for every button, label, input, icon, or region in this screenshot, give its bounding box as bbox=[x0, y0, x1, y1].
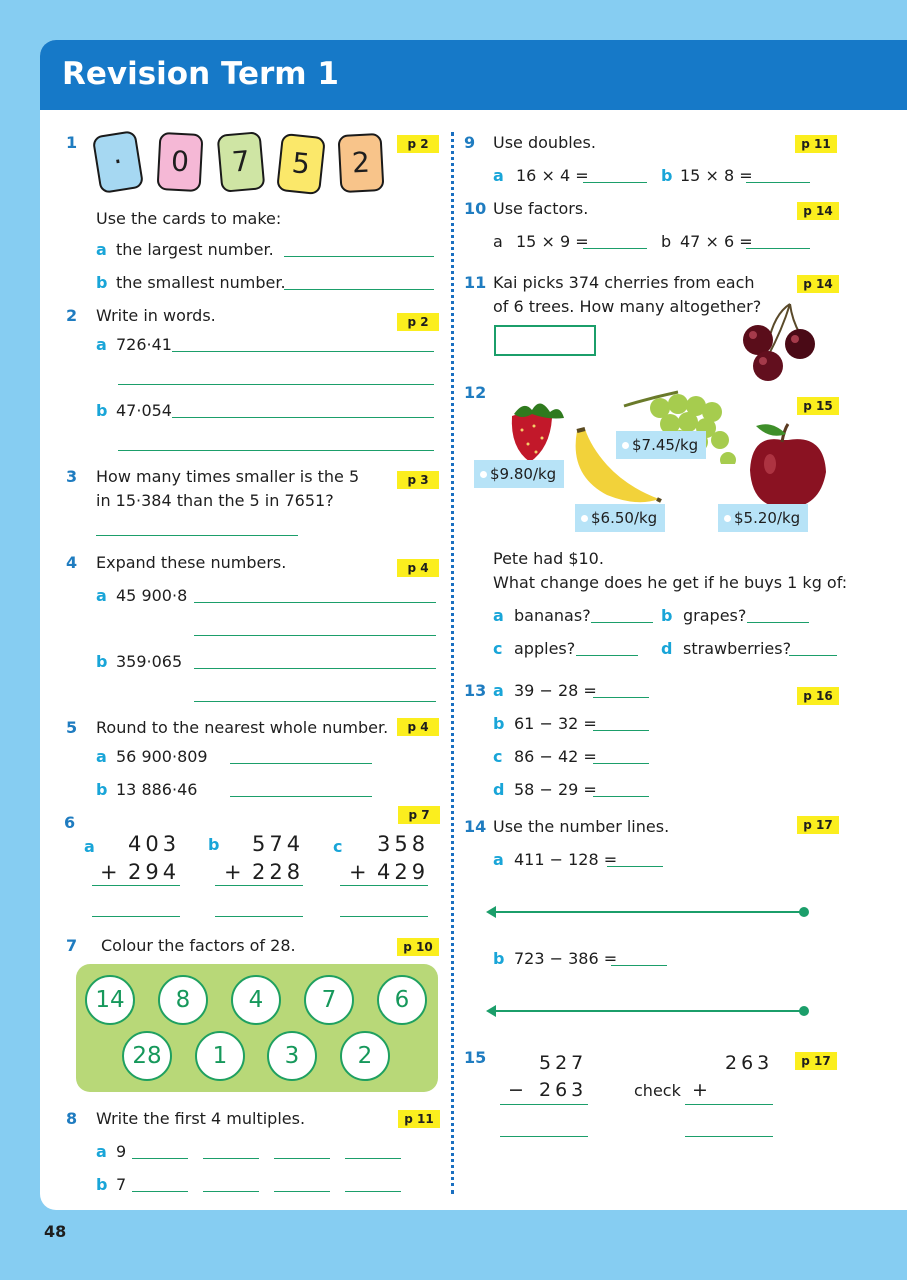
number-value: 45 900·8 bbox=[116, 586, 188, 605]
part-label: c bbox=[493, 747, 503, 766]
question-text: Use doubles. bbox=[493, 133, 596, 152]
part-label: b bbox=[96, 401, 108, 420]
number-value: 9 bbox=[116, 1142, 127, 1161]
factor-circle[interactable]: 1 bbox=[195, 1031, 245, 1081]
operator: + bbox=[224, 860, 246, 884]
part-label: a bbox=[493, 232, 503, 251]
question-text: Use the number lines. bbox=[493, 817, 670, 836]
sum-line bbox=[500, 1104, 588, 1105]
part-label: a bbox=[493, 606, 504, 625]
addend-top: 403 bbox=[128, 832, 181, 856]
question-number: 1 bbox=[66, 133, 78, 152]
factor-circle[interactable]: 8 bbox=[158, 975, 208, 1025]
page-ref-tag: p 2 bbox=[397, 313, 439, 331]
digit-card: 7 bbox=[217, 131, 266, 193]
answer-line[interactable] bbox=[284, 256, 434, 257]
part-label: a bbox=[96, 747, 107, 766]
question-text: Use factors. bbox=[493, 199, 589, 218]
addend-bottom: 429 bbox=[377, 860, 430, 884]
question-number: 2 bbox=[66, 306, 78, 325]
apple-image bbox=[742, 420, 832, 512]
page-ref-tag: p 2 bbox=[397, 135, 439, 153]
question-number: 13 bbox=[464, 681, 487, 700]
factor-circle[interactable]: 4 bbox=[231, 975, 281, 1025]
price-label-apple bbox=[718, 504, 808, 532]
factor-circle[interactable]: 3 bbox=[267, 1031, 317, 1081]
question-number: 5 bbox=[66, 718, 78, 737]
answer-line[interactable] bbox=[611, 965, 667, 966]
question-number: 10 bbox=[464, 199, 487, 218]
digit-card: 5 bbox=[276, 133, 326, 195]
answer-line[interactable] bbox=[593, 697, 649, 698]
bullet-dot bbox=[581, 515, 588, 522]
part-label: a bbox=[493, 681, 504, 700]
answer-line[interactable] bbox=[593, 730, 649, 731]
part-label: b bbox=[661, 232, 672, 251]
number-value: 13 886·46 bbox=[116, 780, 198, 799]
number-value: 7 bbox=[116, 1175, 127, 1194]
answer-line[interactable] bbox=[132, 1191, 188, 1192]
factor-circle[interactable]: 6 bbox=[377, 975, 427, 1025]
part-text: the smallest number. bbox=[116, 273, 286, 292]
sum-line bbox=[215, 885, 303, 886]
question-text: Pete had $10. bbox=[493, 549, 604, 568]
answer-line[interactable] bbox=[230, 763, 372, 764]
page-ref-tag: p 14 bbox=[797, 202, 839, 220]
expression: 61 − 32 = bbox=[514, 714, 597, 733]
part-label: b bbox=[661, 166, 673, 185]
page-ref-tag: p 10 bbox=[397, 938, 439, 956]
operator: + bbox=[692, 1079, 712, 1101]
page-ref-tag: p 15 bbox=[797, 397, 839, 415]
question-text: How many times smaller is the 5 bbox=[96, 467, 360, 486]
answer-line[interactable] bbox=[345, 1158, 401, 1159]
page-ref-tag: p 3 bbox=[397, 471, 439, 489]
question-text: Colour the factors of 28. bbox=[101, 936, 296, 955]
number-value: 56 900·809 bbox=[116, 747, 208, 766]
part-text: the largest number. bbox=[116, 240, 274, 259]
answer-line[interactable] bbox=[284, 289, 434, 290]
part-label: b bbox=[96, 780, 108, 799]
strawberry-image bbox=[500, 390, 570, 465]
part-label: b bbox=[661, 606, 673, 625]
answer-line[interactable] bbox=[746, 248, 810, 249]
column-divider bbox=[451, 132, 454, 1194]
answer-line[interactable] bbox=[746, 182, 810, 183]
cherries-image bbox=[738, 300, 820, 386]
question-number: 11 bbox=[464, 273, 487, 292]
expression: 47 × 6 = bbox=[680, 232, 753, 251]
operator: + bbox=[100, 860, 122, 884]
question-number: 9 bbox=[464, 133, 476, 152]
addend-top: 358 bbox=[377, 832, 430, 856]
bullet-dot bbox=[480, 471, 487, 478]
part-label: b bbox=[96, 273, 108, 292]
price-label-banana bbox=[575, 504, 665, 532]
part-label: a bbox=[96, 586, 107, 605]
page-ref-tag: p 4 bbox=[397, 718, 439, 736]
question-number: 6 bbox=[64, 813, 76, 832]
minuend: 527 bbox=[539, 1052, 588, 1074]
price-label-grapes bbox=[616, 431, 706, 459]
part-label: a bbox=[96, 1142, 107, 1161]
answer-line[interactable] bbox=[607, 866, 663, 867]
part-label: a bbox=[84, 837, 95, 856]
price-text: $6.50/kg bbox=[591, 509, 658, 527]
answer-line[interactable] bbox=[96, 535, 298, 536]
question-text: Expand these numbers. bbox=[96, 553, 287, 572]
question-number: 15 bbox=[464, 1048, 487, 1067]
part-label: b bbox=[96, 652, 108, 671]
factor-circle[interactable]: 28 bbox=[122, 1031, 172, 1081]
answer-line[interactable] bbox=[274, 1191, 330, 1192]
question-text: Write in words. bbox=[96, 306, 216, 325]
answer-line[interactable] bbox=[172, 351, 434, 352]
sum-line bbox=[92, 885, 180, 886]
answer-line[interactable] bbox=[230, 796, 372, 797]
answer-line[interactable] bbox=[274, 1158, 330, 1159]
addend-bottom: 294 bbox=[128, 860, 181, 884]
answer-line[interactable] bbox=[685, 1104, 773, 1105]
answer-line[interactable] bbox=[345, 1191, 401, 1192]
page-ref-tag: p 11 bbox=[398, 1110, 440, 1128]
part-label: d bbox=[493, 780, 505, 799]
bullet-dot bbox=[622, 442, 629, 449]
part-label: a bbox=[493, 850, 504, 869]
expression: 15 × 8 = bbox=[680, 166, 753, 185]
answer-line[interactable] bbox=[500, 1136, 588, 1137]
answer-line[interactable] bbox=[194, 602, 436, 603]
expression: 16 × 4 = bbox=[516, 166, 589, 185]
factor-circle[interactable]: 14 bbox=[85, 975, 135, 1025]
answer-line[interactable] bbox=[203, 1191, 259, 1192]
answer-line[interactable] bbox=[789, 655, 837, 656]
expression: 39 − 28 = bbox=[514, 681, 597, 700]
price-text: $9.80/kg bbox=[490, 465, 557, 483]
answer-line[interactable] bbox=[593, 796, 649, 797]
part-label: a bbox=[96, 240, 107, 259]
number-value: 726·41 bbox=[116, 335, 172, 354]
digit-card: 2 bbox=[338, 133, 385, 193]
operator: + bbox=[349, 860, 371, 884]
answer-line[interactable] bbox=[340, 916, 428, 917]
check-addend: 263 bbox=[725, 1052, 774, 1074]
sum-line bbox=[340, 885, 428, 886]
number-line[interactable] bbox=[488, 911, 804, 913]
header-bar bbox=[40, 40, 907, 110]
number-value: 359·065 bbox=[116, 652, 183, 671]
number-line[interactable] bbox=[488, 1010, 804, 1012]
price-label-strawberry bbox=[474, 460, 564, 488]
arrow-left-icon bbox=[486, 906, 496, 918]
page-number: 48 bbox=[44, 1222, 67, 1241]
page-ref-tag: p 14 bbox=[797, 275, 839, 293]
addend-top: 574 bbox=[252, 832, 305, 856]
addend-bottom: 228 bbox=[252, 860, 305, 884]
answer-line[interactable] bbox=[591, 622, 653, 623]
answer-line[interactable] bbox=[194, 701, 436, 702]
question-text: What change does he get if he buys 1 kg of: bbox=[493, 573, 848, 592]
part-label: c bbox=[493, 639, 503, 658]
answer-line[interactable] bbox=[576, 655, 638, 656]
page-ref-tag: p 7 bbox=[398, 806, 440, 824]
subtrahend: 263 bbox=[539, 1079, 588, 1101]
part-label: a bbox=[493, 166, 504, 185]
question-number: 12 bbox=[464, 383, 487, 402]
factor-circle[interactable]: 2 bbox=[340, 1031, 390, 1081]
digit-card: 0 bbox=[157, 132, 204, 192]
part-label: d bbox=[661, 639, 673, 658]
bullet-dot bbox=[724, 515, 731, 522]
question-text: of 6 trees. How many altogether? bbox=[493, 297, 762, 316]
operator: − bbox=[508, 1079, 528, 1101]
answer-line[interactable] bbox=[92, 916, 180, 917]
answer-box[interactable] bbox=[494, 325, 596, 356]
expression: 411 − 128 = bbox=[514, 850, 618, 869]
expression: 723 − 386 = bbox=[514, 949, 618, 968]
answer-line[interactable] bbox=[215, 916, 303, 917]
answer-line[interactable] bbox=[583, 248, 647, 249]
answer-line[interactable] bbox=[118, 384, 434, 385]
page-ref-tag: p 11 bbox=[795, 135, 837, 153]
price-text: $7.45/kg bbox=[632, 436, 699, 454]
arrow-left-icon bbox=[486, 1005, 496, 1017]
answer-line[interactable] bbox=[132, 1158, 188, 1159]
part-label: b bbox=[96, 1175, 108, 1194]
expression: 15 × 9 = bbox=[516, 232, 589, 251]
answer-line[interactable] bbox=[685, 1136, 773, 1137]
question-number: 8 bbox=[66, 1109, 78, 1128]
question-text: Round to the nearest whole number. bbox=[96, 718, 389, 737]
question-text: Write the first 4 multiples. bbox=[96, 1109, 306, 1128]
answer-line[interactable] bbox=[194, 635, 436, 636]
page-ref-tag: p 16 bbox=[797, 687, 839, 705]
question-text: in 15·384 than the 5 in 7651? bbox=[96, 491, 334, 510]
digit-card: · bbox=[92, 130, 145, 194]
answer-line[interactable] bbox=[203, 1158, 259, 1159]
question-text: Kai picks 374 cherries from each bbox=[493, 273, 755, 292]
part-label: b bbox=[208, 835, 220, 854]
part-text: strawberries? bbox=[683, 639, 792, 658]
page-title: Revision Term 1 bbox=[62, 56, 339, 92]
part-text: apples? bbox=[514, 639, 576, 658]
expression: 58 − 29 = bbox=[514, 780, 597, 799]
question-number: 4 bbox=[66, 553, 78, 572]
instruction-text: Use the cards to make: bbox=[96, 209, 282, 228]
answer-line[interactable] bbox=[583, 182, 647, 183]
page-ref-tag: p 17 bbox=[795, 1052, 837, 1070]
endpoint-dot-icon bbox=[799, 1006, 809, 1016]
part-label: b bbox=[493, 714, 505, 733]
answer-line[interactable] bbox=[172, 417, 434, 418]
part-label: b bbox=[493, 949, 505, 968]
question-number: 3 bbox=[66, 467, 78, 486]
part-text: grapes? bbox=[683, 606, 747, 625]
check-label: check bbox=[634, 1081, 681, 1100]
question-number: 7 bbox=[66, 936, 78, 955]
price-text: $5.20/kg bbox=[734, 509, 801, 527]
number-value: 47·054 bbox=[116, 401, 172, 420]
factor-circle[interactable]: 7 bbox=[304, 975, 354, 1025]
page-ref-tag: p 17 bbox=[797, 816, 839, 834]
part-label: a bbox=[96, 335, 107, 354]
answer-line[interactable] bbox=[747, 622, 809, 623]
answer-line[interactable] bbox=[118, 450, 434, 451]
question-number: 14 bbox=[464, 817, 487, 836]
endpoint-dot-icon bbox=[799, 907, 809, 917]
part-label: c bbox=[333, 837, 343, 856]
expression: 86 − 42 = bbox=[514, 747, 597, 766]
page-ref-tag: p 4 bbox=[397, 559, 439, 577]
part-text: bananas? bbox=[514, 606, 591, 625]
answer-line[interactable] bbox=[593, 763, 649, 764]
answer-line[interactable] bbox=[194, 668, 436, 669]
